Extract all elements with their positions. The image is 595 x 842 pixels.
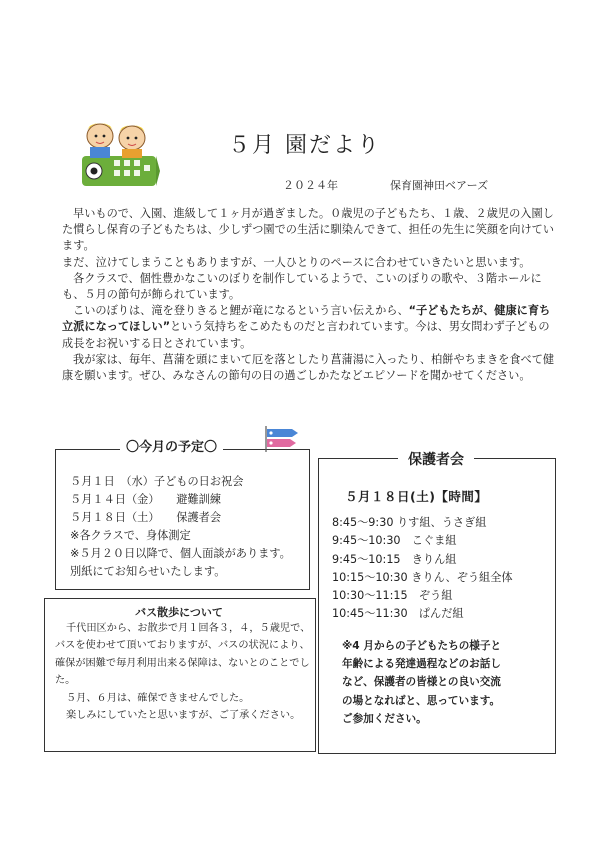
intro-paragraph: まだ、泣けてしまうこともありますが、一人ひとりのペースに合わせていきたいと思います。: [62, 255, 531, 269]
schedule-item: ５月１４日（金） 避難訓練: [70, 493, 222, 506]
intro-paragraph: 各クラスで、個性豊かなこいのぼりを制作しているようで、こいのぼりの歌や、３階ホールにも、５月の節句が飾られています。: [62, 271, 542, 302]
bus-notice-text: [55, 620, 311, 724]
page-title: ５月 園だより: [228, 133, 381, 158]
schedule-title: 〇今月の予定〇: [120, 436, 223, 455]
bus-paragraph: ５月、６月は、確保できませんでした。: [66, 692, 250, 704]
meeting-date-heading: ５月１８日(土)【時間】: [345, 489, 488, 504]
schedule-item: ※各クラスで、身体測定: [70, 529, 191, 542]
text-span: こいのぼりは、滝を登りきると鯉が竜になるという言い伝えから、: [73, 304, 409, 318]
note-line: 年齢による発達過程などのお話し: [342, 658, 501, 671]
time-slot: 9:45～10:15 きりん組: [332, 552, 457, 566]
note-line: ご参加ください。: [342, 712, 427, 725]
schedule-item: 別紙にてお知らせいたします。: [70, 565, 226, 578]
emphasis-quote: “子どもたちが、健康に育ち立派になってほしい”: [62, 304, 551, 334]
schedule-list: [70, 473, 291, 581]
parents-meeting-title: 保護者会: [398, 449, 474, 469]
note-line: など、保護者の皆様との良い交流: [342, 676, 501, 689]
time-slot: 9:45～10:30 こぐま組: [332, 534, 457, 548]
bus-notice-title: バス散歩について: [135, 606, 223, 619]
schedule-item: ５月１日 （水）子どもの日お祝会: [70, 475, 244, 488]
child-right-icon: [119, 125, 145, 158]
koinobori-children-illustration: [80, 118, 160, 192]
bus-paragraph: 千代田区から、お散歩で月１回各３，４，５歳児で、バスを使わせて頂いておりますが、バスの状況により、確保が困難で毎月利用出来る保障は、ないとのことでした。: [55, 623, 311, 687]
time-slot: 8:45～9:30 りす組、うさぎ組: [332, 516, 487, 529]
schedule-item: ５月１８日（土） 保護者会: [70, 511, 222, 524]
carp-streamer-icon: [82, 156, 160, 186]
intro-paragraph: 早いもので、入園、進級して１ヶ月が過ぎました。０歳児の子どもたち、１歳、２歳児の入園した慣らし保育の子どもたちは、少しずつ園での生活に馴染んできて、担任の先生に笑顔を向けています。: [62, 207, 555, 253]
intro-paragraph-koinobori: [62, 303, 558, 352]
meeting-times-list: [332, 514, 513, 624]
schedule-item: ※５月２０日以降で、個人面談があります。: [70, 547, 291, 560]
time-slot: 10:15～10:30 きりん、ぞう組全体: [332, 570, 513, 584]
school-name: 保育園神田ベアーズ: [390, 179, 489, 192]
text-span: という気持ちをこめたものだと言われています。今は、男女問わず子どもの成長をお祝いする日とされています。: [62, 320, 550, 350]
carp-streamer-small-icon: [262, 426, 302, 452]
meeting-note: [342, 637, 501, 728]
intro-paragraph: 我が家は、毎年、菖蒲を頭にまいて厄を落としたり菖蒲湯に入ったり、柏餅やちまきを食べて健康を願います。ぜひ、みなさんの節句の日の過ごしかたなどエピソードを聞かせてください。: [62, 352, 555, 383]
time-slot: 10:45～11:30 ぱんだ組: [332, 607, 464, 621]
bus-paragraph: 楽しみにしていたと思いますが、ご了承ください。: [66, 710, 301, 722]
time-slot: 10:30～11:15 ぞう組: [332, 589, 453, 603]
child-left-icon: [87, 123, 113, 158]
note-line: ※4 月からの子どもたちの様子と: [342, 640, 502, 652]
intro-text: [62, 206, 558, 384]
issue-year: ２０２４年: [283, 179, 338, 192]
note-line: の場となればと、思っています。: [342, 694, 501, 707]
